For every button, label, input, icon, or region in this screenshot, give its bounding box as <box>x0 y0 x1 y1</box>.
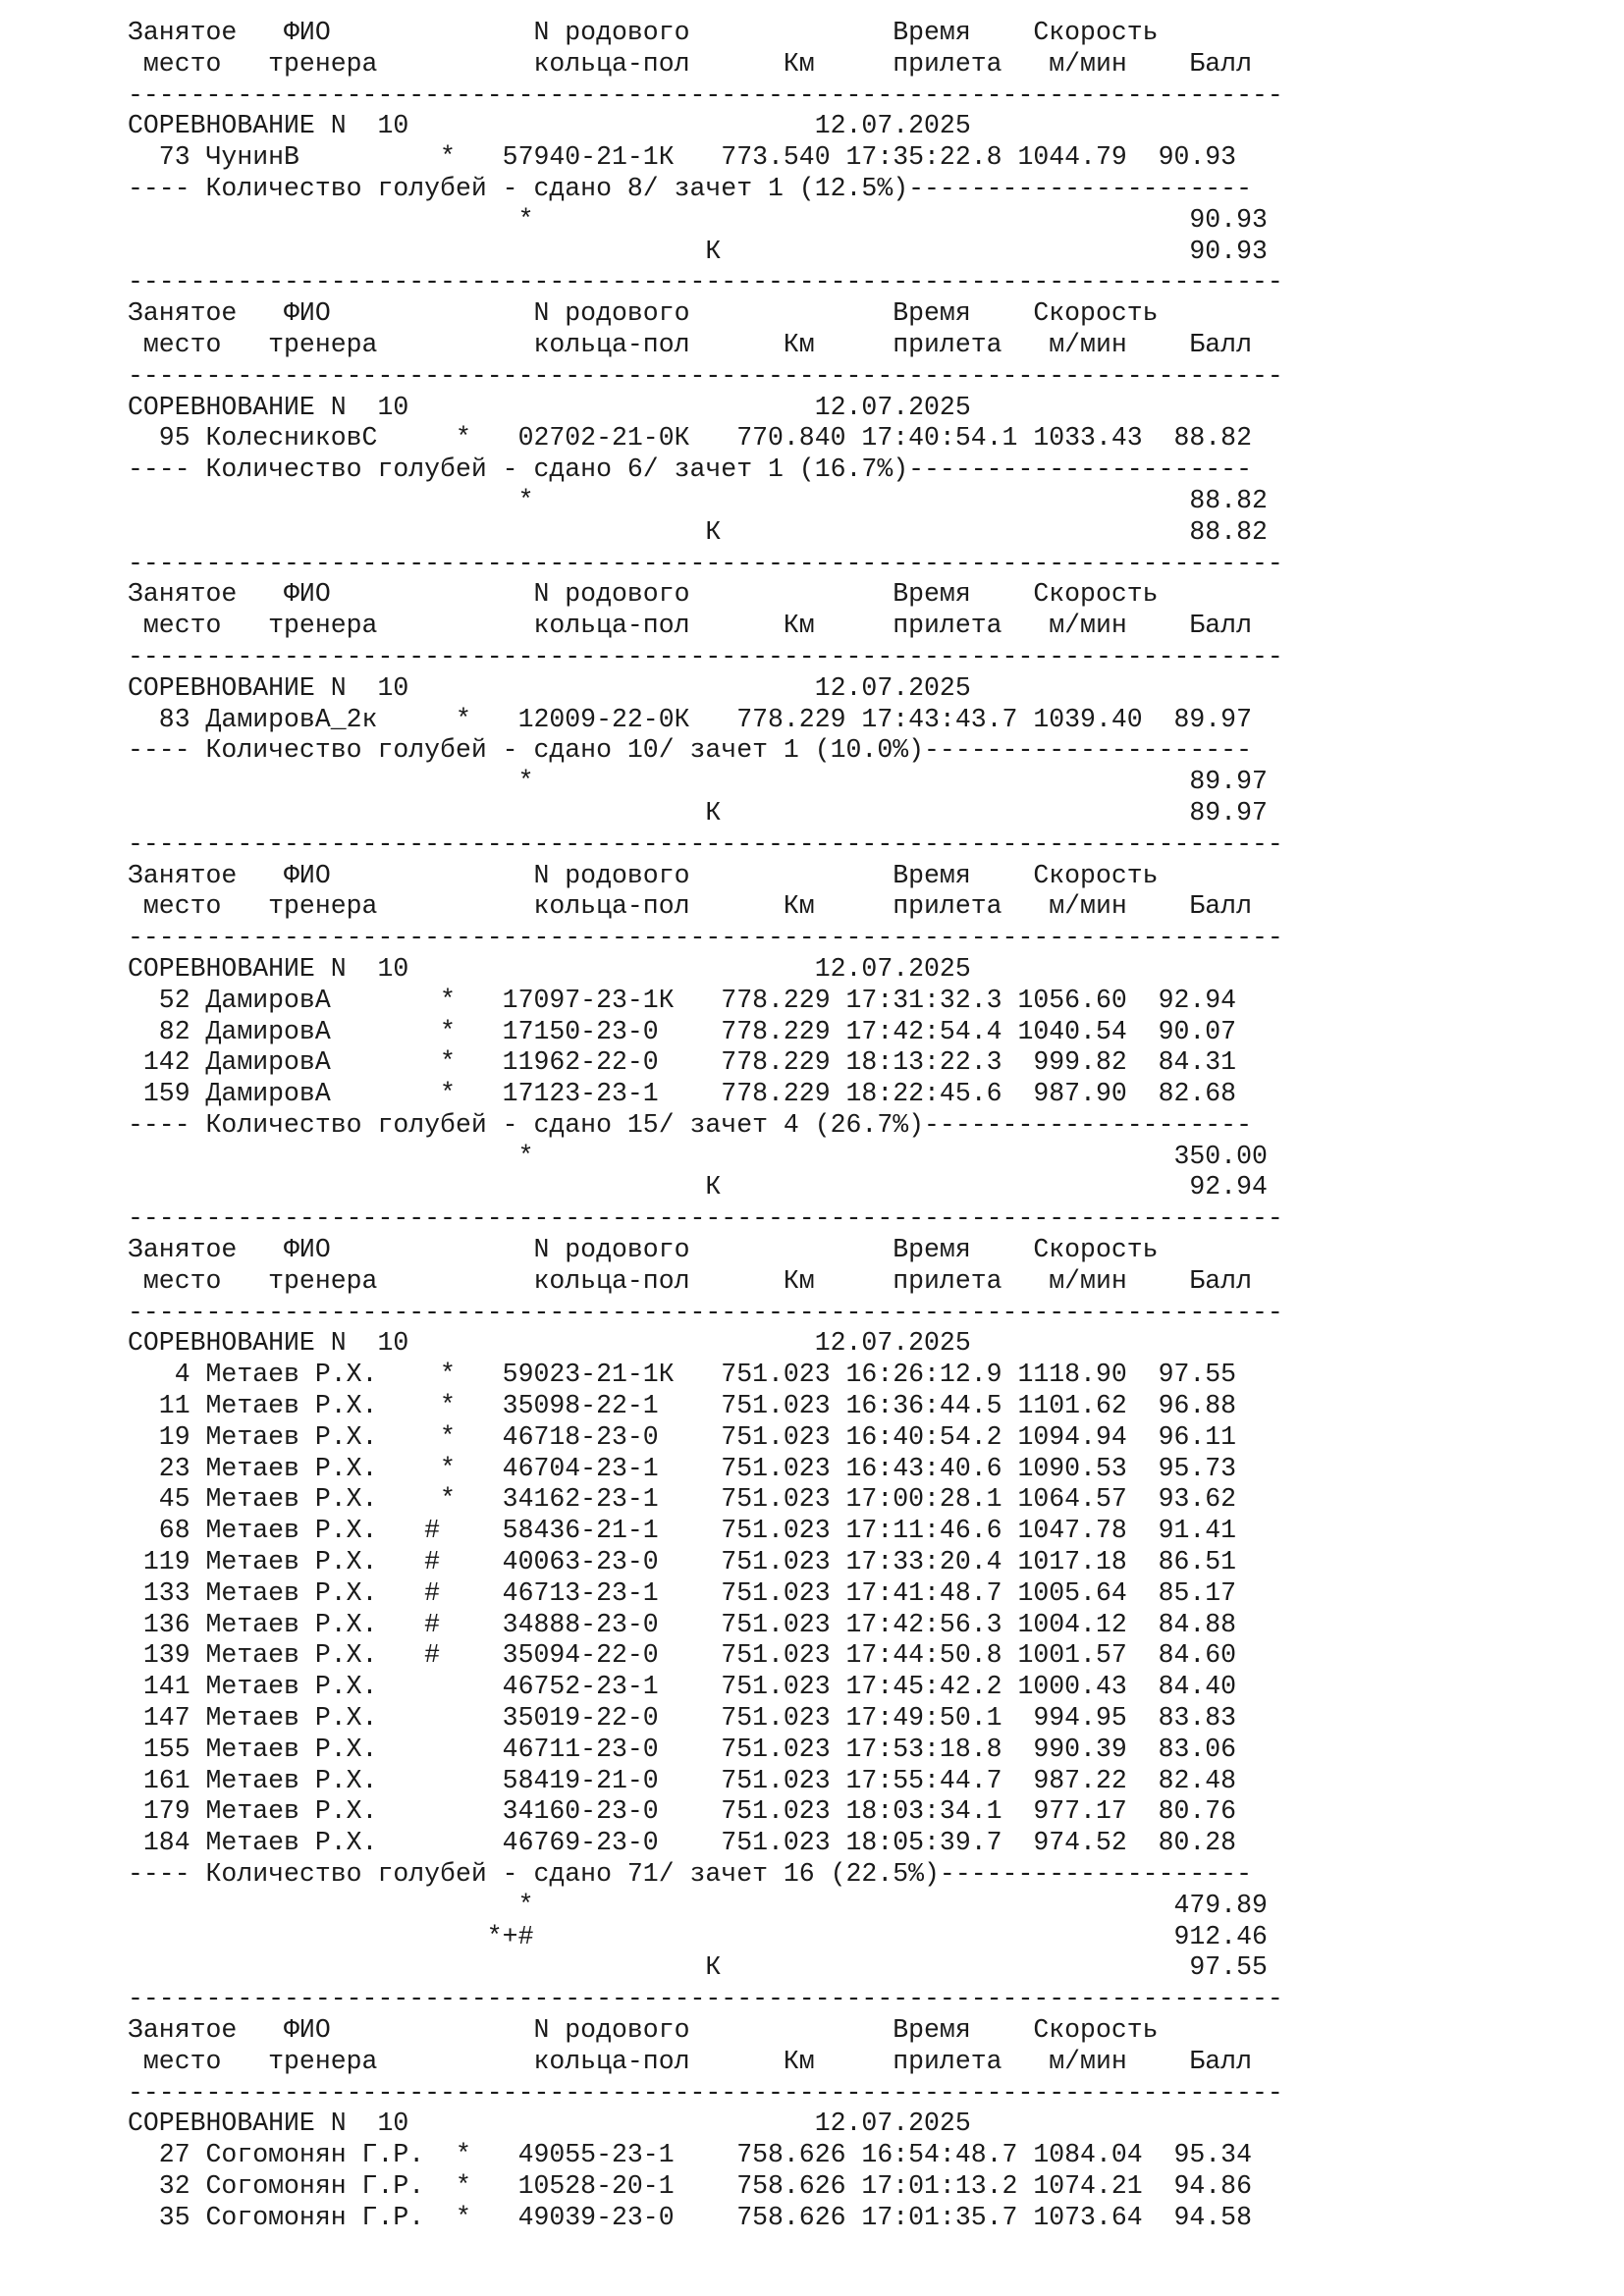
result-row: 184 Метаев Р.Х. 46769-23-0 751.023 18:05:39.7 974.52 80.28 <box>128 1828 1237 1858</box>
result-row: 23 Метаев Р.Х. * 46704-23-1 751.023 16:43:40.6 1090.53 95.73 <box>128 1453 1237 1483</box>
competition-title: СОРЕВНОВАНИЕ N 10 12.07.2025 <box>128 2109 971 2139</box>
column-header: Занятое ФИО N родового Время Скорость <box>128 18 1159 47</box>
separator-line: -------------------------------------------------------------------------- <box>128 80 1283 110</box>
result-row: 179 Метаев Р.Х. 34160-23-0 751.023 18:03:34.1 977.17 80.76 <box>128 1796 1237 1827</box>
result-row: 45 Метаев Р.Х. * 34162-23-1 751.023 17:00:28.1 1064.57 93.62 <box>128 1484 1237 1515</box>
result-row: 82 ДамировА * 17150-23-0 778.229 17:42:54.4 1040.54 90.07 <box>128 1016 1237 1046</box>
total-line: К 97.55 <box>128 1952 1268 1983</box>
result-row: 52 ДамировА * 17097-23-1К 778.229 17:31:32.3 1056.60 92.94 <box>128 985 1237 1015</box>
result-row: 139 Метаев Р.Х. # 35094-22-0 751.023 17:44:50.8 1001.57 84.60 <box>128 1640 1237 1671</box>
column-header: место тренера кольца-пол Км прилета м/мин Балл <box>128 611 1252 641</box>
separator-line: -------------------------------------------------------------------------- <box>128 1984 1283 2014</box>
summary-line: ---- Количество голубей - сдано 10/ зачет 1 (10.0%)--------------------- <box>128 735 1252 766</box>
result-row: 141 Метаев Р.Х. 46752-23-1 751.023 17:45:42.2 1000.43 84.40 <box>128 1672 1237 1702</box>
competition-title: СОРЕВНОВАНИЕ N 10 12.07.2025 <box>128 1328 971 1359</box>
summary-line: ---- Количество голубей - сдано 8/ зачет 1 (12.5%)---------------------- <box>128 173 1252 203</box>
result-row: 68 Метаев Р.Х. # 58436-21-1 751.023 17:11:46.6 1047.78 91.41 <box>128 1516 1237 1546</box>
separator-line: -------------------------------------------------------------------------- <box>128 923 1283 953</box>
summary-line: ---- Количество голубей - сдано 15/ зачет 4 (26.7%)--------------------- <box>128 1109 1252 1140</box>
separator-line: -------------------------------------------------------------------------- <box>128 641 1283 671</box>
competition-title: СОРЕВНОВАНИЕ N 10 12.07.2025 <box>128 672 971 703</box>
separator-line: -------------------------------------------------------------------------- <box>128 828 1283 859</box>
column-header: Занятое ФИО N родового Время Скорость <box>128 2015 1159 2045</box>
competition-title: СОРЕВНОВАНИЕ N 10 12.07.2025 <box>128 392 971 422</box>
column-header: место тренера кольца-пол Км прилета м/мин Балл <box>128 891 1252 922</box>
result-row: 159 ДамировА * 17123-23-1 778.229 18:22:45.6 987.90 82.68 <box>128 1079 1237 1109</box>
result-row: 147 Метаев Р.Х. 35019-22-0 751.023 17:49:50.1 994.95 83.83 <box>128 1703 1237 1734</box>
result-row: 161 Метаев Р.Х. 58419-21-0 751.023 17:55:44.7 987.22 82.48 <box>128 1765 1237 1795</box>
result-row: 32 Согомонян Г.Р. * 10528-20-1 758.626 17:01:13.2 1074.21 94.86 <box>128 2170 1252 2201</box>
result-row: 133 Метаев Р.Х. # 46713-23-1 751.023 17:41:48.7 1005.64 85.17 <box>128 1577 1237 1608</box>
result-row: 119 Метаев Р.Х. # 40063-23-0 751.023 17:33:20.4 1017.18 86.51 <box>128 1547 1237 1577</box>
result-row: 142 ДамировА * 11962-22-0 778.229 18:13:22.3 999.82 84.31 <box>128 1047 1237 1078</box>
column-header: Занятое ФИО N родового Время Скорость <box>128 579 1159 610</box>
result-row: 4 Метаев Р.Х. * 59023-21-1К 751.023 16:26:12.9 1118.90 97.55 <box>128 1360 1237 1390</box>
column-header: место тренера кольца-пол Км прилета м/мин Балл <box>128 2046 1252 2076</box>
result-row: 95 КолесниковС * 02702-21-0К 770.840 17:40:54.1 1033.43 88.82 <box>128 423 1252 454</box>
result-row: 27 Согомонян Г.Р. * 49055-23-1 758.626 16:54:48.7 1084.04 95.34 <box>128 2140 1252 2170</box>
result-row: 155 Метаев Р.Х. 46711-23-0 751.023 17:53:18.8 990.39 83.06 <box>128 1734 1237 1764</box>
separator-line: -------------------------------------------------------------------------- <box>128 1203 1283 1234</box>
column-header: место тренера кольца-пол Км прилета м/мин Балл <box>128 1265 1252 1296</box>
separator-line: -------------------------------------------------------------------------- <box>128 360 1283 391</box>
total-line: *+# 912.46 <box>128 1921 1268 1951</box>
separator-line: -------------------------------------------------------------------------- <box>128 267 1283 297</box>
column-header: Занятое ФИО N родового Время Скорость <box>128 1235 1159 1265</box>
competition-title: СОРЕВНОВАНИЕ N 10 12.07.2025 <box>128 953 971 984</box>
result-row: 35 Согомонян Г.Р. * 49039-23-0 758.626 17:01:35.7 1073.64 94.58 <box>128 2202 1252 2232</box>
column-header: Занятое ФИО N родового Время Скорость <box>128 298 1159 329</box>
total-line: К 89.97 <box>128 797 1268 828</box>
result-row: 11 Метаев Р.Х. * 35098-22-1 751.023 16:36:44.5 1101.62 96.88 <box>128 1391 1237 1421</box>
summary-line: ---- Количество голубей - сдано 71/ зачет 16 (22.5%)-------------------- <box>128 1859 1252 1890</box>
separator-line: -------------------------------------------------------------------------- <box>128 2077 1283 2108</box>
total-line: * 350.00 <box>128 1141 1268 1171</box>
total-line: * 88.82 <box>128 485 1268 515</box>
summary-line: ---- Количество голубей - сдано 6/ зачет 1 (16.7%)---------------------- <box>128 454 1252 485</box>
total-line: * 479.89 <box>128 1890 1268 1920</box>
result-row: 73 ЧунинВ * 57940-21-1К 773.540 17:35:22.8 1044.79 90.93 <box>128 142 1237 173</box>
result-row: 136 Метаев Р.Х. # 34888-23-0 751.023 17:42:56.3 1004.12 84.88 <box>128 1609 1237 1639</box>
total-line: * 90.93 <box>128 204 1268 235</box>
total-line: К 88.82 <box>128 516 1268 547</box>
column-header: Занятое ФИО N родового Время Скорость <box>128 860 1159 890</box>
total-line: К 90.93 <box>128 236 1268 266</box>
result-row: 83 ДамировА_2к * 12009-22-0К 778.229 17:43:43.7 1039.40 89.97 <box>128 704 1252 734</box>
separator-line: -------------------------------------------------------------------------- <box>128 1297 1283 1327</box>
result-row: 19 Метаев Р.Х. * 46718-23-0 751.023 16:40:54.2 1094.94 96.11 <box>128 1421 1237 1452</box>
total-line: * 89.97 <box>128 767 1268 797</box>
separator-line: -------------------------------------------------------------------------- <box>128 548 1283 578</box>
column-header: место тренера кольца-пол Км прилета м/мин Балл <box>128 48 1252 79</box>
results-report <box>128 18 1600 2234</box>
column-header: место тренера кольца-пол Км прилета м/мин Балл <box>128 329 1252 359</box>
total-line: К 92.94 <box>128 1172 1268 1202</box>
competition-title: СОРЕВНОВАНИЕ N 10 12.07.2025 <box>128 111 971 141</box>
